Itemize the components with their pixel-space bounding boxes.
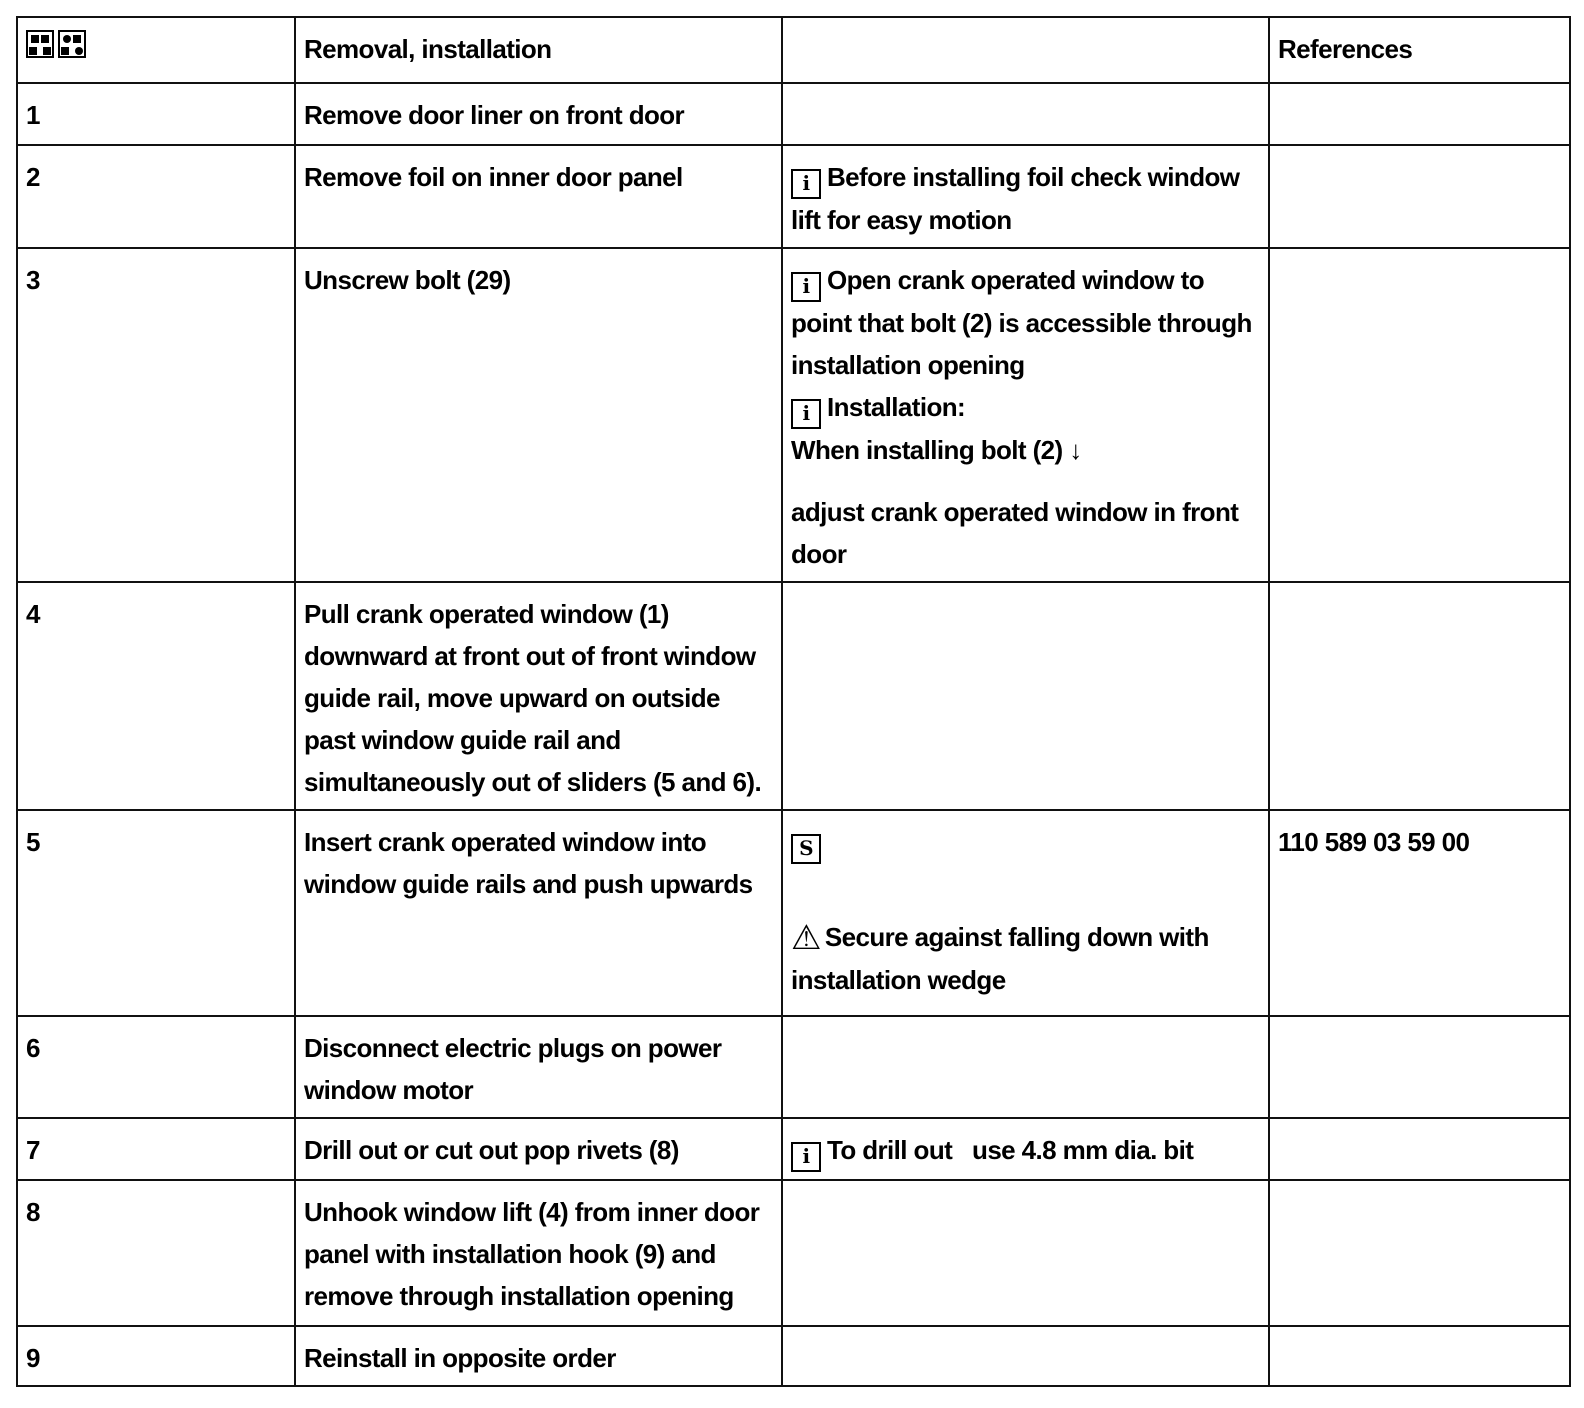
reference-cell: [1269, 1326, 1570, 1386]
table-row: [17, 1016, 1570, 1118]
info-icon: i: [791, 1142, 821, 1172]
step-text: Pull crank operated window (1) downward at front out of front window guide rail, move upward on outside past window guide rail and simultaneously out of sliders (5 and 6).: [295, 582, 782, 810]
step-number: 3: [17, 248, 295, 582]
references-column-header: References: [1269, 17, 1570, 83]
step-text: Drill out or cut out pop rivets (8): [295, 1118, 782, 1180]
step-text: Disconnect electric plugs on power window motor: [295, 1016, 782, 1118]
step-column-header: Removal, installation: [295, 17, 782, 83]
step-text: Insert crank operated window into window guide rails and push upwards: [295, 810, 782, 1016]
table-row: [17, 248, 1570, 582]
table-row: [17, 1118, 1570, 1180]
note-cell: [782, 582, 1269, 810]
header-row: [17, 17, 1570, 83]
step-text: Unscrew bolt (29): [295, 248, 782, 582]
table-row: [17, 145, 1570, 248]
step-number: 4: [17, 582, 295, 810]
note-cell: [782, 83, 1269, 145]
step-number: 2: [17, 145, 295, 248]
reference-cell: [1269, 83, 1570, 145]
info-icon: i: [791, 272, 821, 302]
down-arrow-icon: ↓: [1069, 435, 1082, 465]
step-number: 5: [17, 810, 295, 1016]
note-cell: [782, 1326, 1269, 1386]
notes-column-header: [782, 17, 1269, 83]
info-icon: i: [791, 399, 821, 429]
installation-label: Installation:: [827, 392, 966, 422]
note-cell: [782, 1180, 1269, 1326]
table-row: [17, 83, 1570, 145]
warning-text: Secure against falling down with installation wedge: [791, 922, 1209, 995]
reference-cell: [1269, 248, 1570, 582]
note-text: To drill out use 4.8 mm dia. bit: [827, 1135, 1194, 1165]
warning-icon: ⚠: [791, 919, 821, 957]
step-text: Reinstall in opposite order: [295, 1326, 782, 1386]
note-cell: [782, 810, 1269, 1016]
step-number: 1: [17, 83, 295, 145]
note-cell: [782, 248, 1269, 582]
step-number: 9: [17, 1326, 295, 1386]
reference-cell: [1269, 1118, 1570, 1180]
reference-cell: [1269, 582, 1570, 810]
reference-cell: 110 589 03 59 00: [1269, 810, 1570, 1016]
step-number: 6: [17, 1016, 295, 1118]
note-text: adjust crank operated window in front door: [791, 497, 1239, 569]
table-row: [17, 1180, 1570, 1326]
note-text: When installing bolt (2): [791, 435, 1063, 465]
note-cell: [782, 1118, 1269, 1180]
procedure-table: [16, 16, 1571, 1387]
note-text: Open crank operated window to point that bolt (2) is accessible through installation opening: [791, 265, 1252, 380]
table-row: [17, 810, 1570, 1016]
note-cell: [782, 145, 1269, 248]
step-number: 8: [17, 1180, 295, 1326]
reference-cell: [1269, 145, 1570, 248]
table-row: [17, 582, 1570, 810]
installation-symbol-icon: [58, 30, 86, 58]
symbols-cell: [17, 17, 295, 83]
info-icon: i: [791, 169, 821, 199]
note-text: Before installing foil check window lift for easy motion: [791, 162, 1240, 235]
removal-symbol-icon: [26, 30, 54, 58]
step-text: Unhook window lift (4) from inner door panel with installation hook (9) and remove through installation opening: [295, 1180, 782, 1326]
table-row: [17, 1326, 1570, 1386]
special-tool-icon: S: [791, 834, 821, 864]
step-number: 7: [17, 1118, 295, 1180]
step-text: Remove door liner on front door: [295, 83, 782, 145]
step-text: Remove foil on inner door panel: [295, 145, 782, 248]
reference-cell: [1269, 1180, 1570, 1326]
reference-cell: [1269, 1016, 1570, 1118]
note-cell: [782, 1016, 1269, 1118]
